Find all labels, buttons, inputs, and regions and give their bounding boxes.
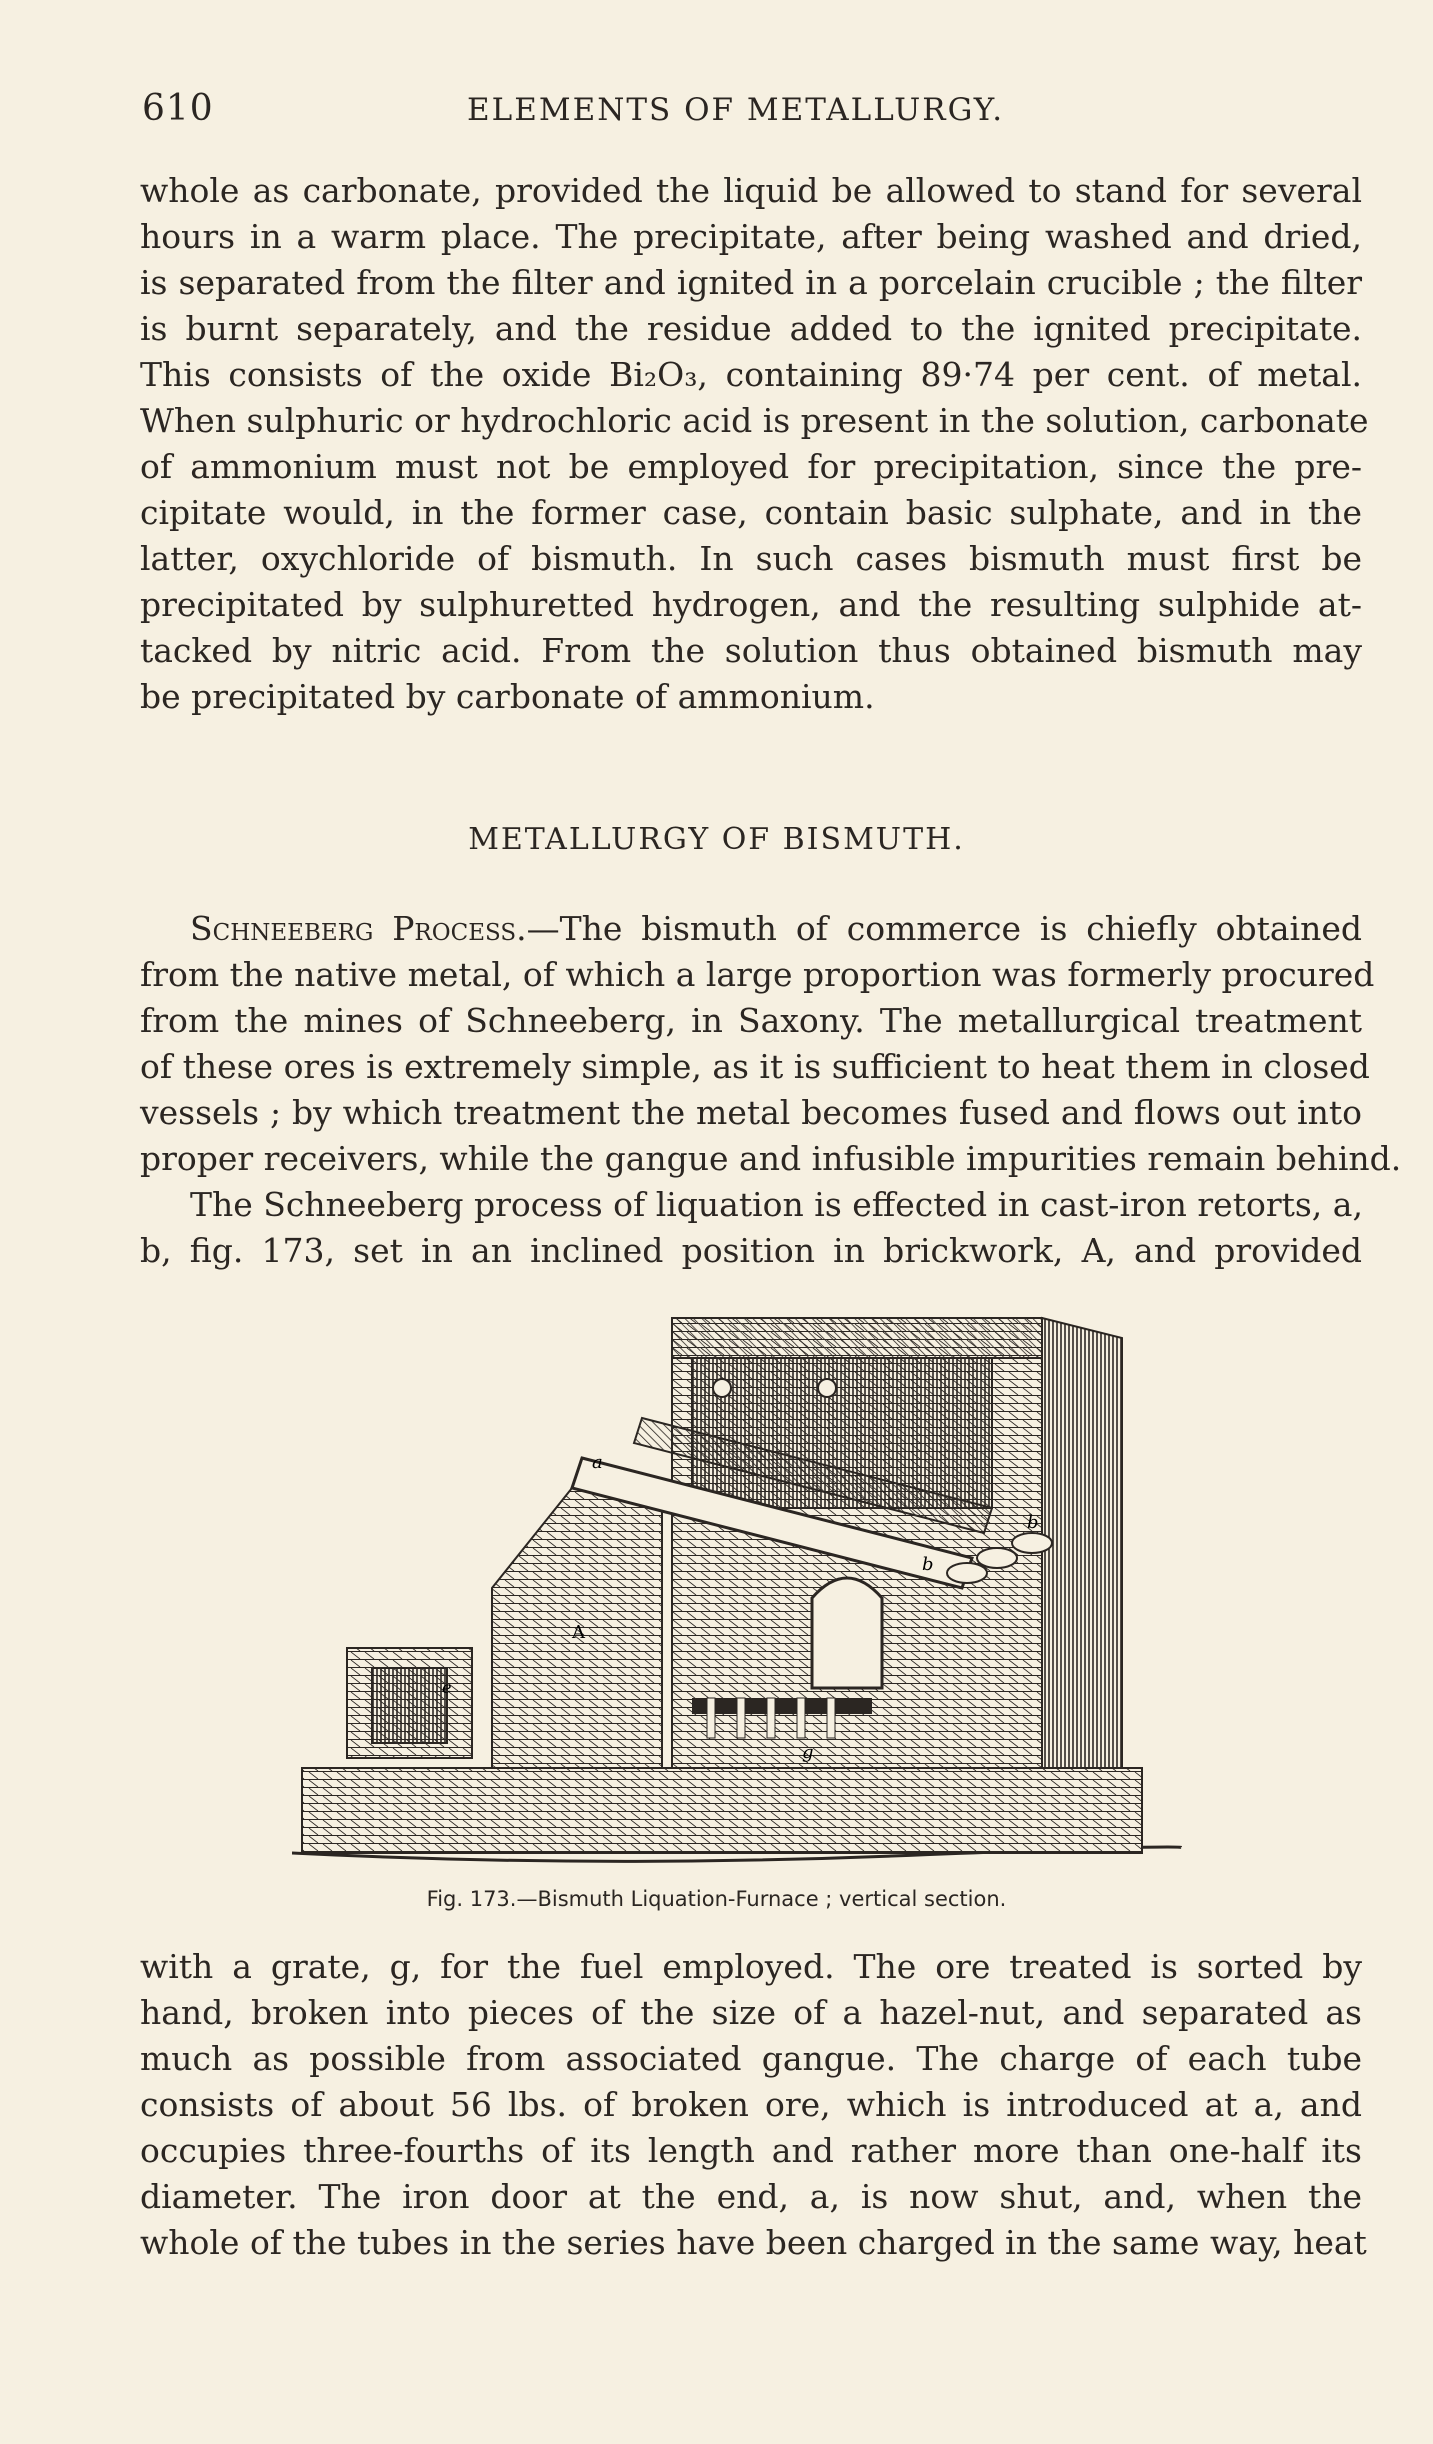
text-line: from the mines of Schneeberg, in Saxony. The metallurgical treatment (140, 1001, 1362, 1040)
base-brickwork (302, 1768, 1142, 1853)
text-line: When sulphuric or hydrochloric acid is present in the solution, carbonate (140, 401, 1369, 440)
text-line: consists of about 56 lbs. of broken ore, which is introduced at a, and (140, 2085, 1362, 2124)
text-line: much as possible from associated gangue. The charge of each tube (140, 2039, 1362, 2078)
text-line: precipitated by sulphuretted hydrogen, and the resulting sulphide at- (140, 585, 1362, 624)
page-header (142, 88, 1362, 138)
text-line: hours in a warm place. The precipitate, after being washed and dried, (140, 217, 1362, 256)
figure-label-e: e (442, 1678, 452, 1697)
furnace-arch (812, 1578, 882, 1688)
text-line: is burnt separately, and the residue added to the ignited precipitate. (140, 309, 1362, 348)
paragraph-schneeberg (140, 906, 1402, 1274)
figure-caption: Fig. 173.—Bismuth Liquation-Furnace ; vertical section. (426, 1887, 1007, 1911)
text-line: hand, broken into pieces of the size of a hazel-nut, and separated as (140, 1993, 1362, 2032)
receiver-bowl (1012, 1533, 1052, 1553)
paragraph-grate (140, 1944, 1367, 2266)
receiver-bowl (977, 1548, 1017, 1568)
text-line: from the native metal, of which a large proportion was formerly procured (140, 955, 1375, 994)
text-run: —The bismuth of commerce is chiefly obtained (526, 909, 1362, 948)
figure-label-b: b (1027, 1512, 1039, 1533)
figure-label-a: a (592, 1452, 603, 1473)
section-title: METALLURGY OF BISMUTH. (468, 822, 965, 857)
text-line: This consists of the oxide Bi₂O₃, containing 89·74 per cent. of metal. (140, 355, 1362, 394)
text-line: whole of the tubes in the series have been charged in the same way, heat (140, 2223, 1367, 2262)
text-line: with a grate, g, for the fuel employed. The ore treated is sorted by (140, 1947, 1362, 1986)
figure-label-b: b (922, 1554, 934, 1575)
furnace-engraving (292, 1308, 1182, 1868)
receiver-bowl (947, 1563, 987, 1583)
paragraph-carbonate (140, 168, 1369, 720)
text-line: cipitate would, in the former case, contain basic sulphate, and in the (140, 493, 1362, 532)
furnace-top (672, 1318, 1042, 1358)
figure-label-g: g (802, 1742, 814, 1763)
text-line: The Schneeberg process of liquation is effected in cast-iron retorts, a, (190, 1185, 1363, 1224)
text-line: diameter. The iron door at the end, a, is now shut, and, when the (140, 2177, 1362, 2216)
text-line: proper receivers, while the gangue and infusible impurities remain behind. (140, 1139, 1402, 1178)
text-line: be precipitated by carbonate of ammonium. (140, 677, 875, 716)
text-line: tacked by nitric acid. From the solution thus obtained bismuth may (140, 631, 1362, 670)
text-line: latter, oxychloride of bismuth. In such cases bismuth must first be (140, 539, 1362, 578)
text-line: vessels ; by which treatment the metal becomes fused and flows out into (140, 1093, 1362, 1132)
text-line: of these ores is extremely simple, as it is sufficient to heat them in closed (140, 1047, 1370, 1086)
figure-label-A: A (572, 1622, 585, 1643)
running-head: ELEMENTS OF METALLURGY. (467, 92, 1005, 128)
side-wall (1042, 1318, 1122, 1768)
text-line: is separated from the filter and ignited in a porcelain crucible ; the filter (140, 263, 1362, 302)
text-line-lead (140, 906, 1362, 952)
text-line: whole as carbonate, provided the liquid be allowed to stand for several (140, 171, 1362, 210)
run-in-heading: Schneeberg Process. (190, 909, 527, 948)
text-line: b, fig. 173, set in an inclined position in brickwork, A, and provided (140, 1231, 1362, 1270)
text-line: of ammonium must not be employed for precipitation, since the pre- (140, 447, 1362, 486)
page-number: 610 (142, 88, 214, 129)
text-line: occupies three-fourths of its length and rather more than one-half its (140, 2131, 1362, 2170)
